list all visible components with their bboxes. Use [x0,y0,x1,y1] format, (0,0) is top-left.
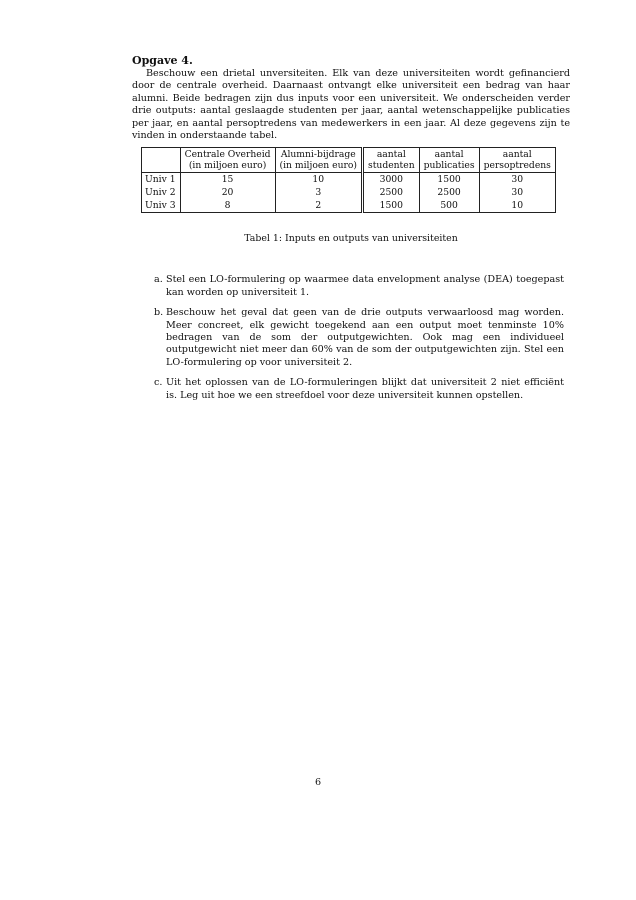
table-header-cell [479,148,555,173]
data-table [141,147,556,213]
question-text: Stel een LO-formulering op waarmee data envelopment analyse (DEA) toegepast kan worden op universiteit 1. [166,274,564,298]
table-cell: 20 [180,186,275,199]
question-item [154,307,570,369]
question-item [154,274,570,299]
table-cell: 2500 [363,186,420,199]
table-cell: 3000 [363,173,420,187]
table-row [142,199,556,213]
table-cell: 30 [479,186,555,199]
question-text: Uit het oplossen van de LO-formuleringen blijkt dat universiteit 2 niet efficiënt is. Leg uit hoe we een streefdoel voor deze universiteit kunnen opstellen. [166,377,564,401]
question-label: a. [154,274,163,286]
header-line: Centrale Overheid [184,149,271,161]
header-line: persoptredens [483,160,551,172]
header-line: (in miljoen euro) [188,160,267,172]
page-number: 6 [314,777,322,788]
question-item [154,377,570,402]
table-header-cell [275,148,362,173]
table-header-cell [142,148,181,173]
question-label: c. [154,377,163,389]
header-line: aantal [376,149,406,161]
table-cell: Univ 2 [145,187,176,199]
header-line: publicaties [423,160,475,172]
table-cell: 10 [479,199,555,213]
table-cell: 1500 [419,173,479,187]
table-header-row [142,148,556,173]
table-cell: 1500 [363,199,420,213]
table-cell: 15 [180,173,275,187]
table-cell: Univ 3 [145,200,176,212]
table-cell: 3 [275,186,362,199]
table-caption: Tabel 1: Inputs en outputs van universiteiten [244,233,458,245]
table-cell: 500 [419,199,479,213]
table-header-cell [363,148,420,173]
table-cell: Univ 1 [145,174,176,186]
table-row [142,186,556,199]
table-header-cell [419,148,479,173]
question-text: Beschouw het geval dat geen van de drie outputs verwaarloosd mag worden. Meer concreet, elk gewicht toegekend aan een output moet tenminste 10% bedragen van de som der outputgewichten. Ook mag een individueel outputgewicht niet meer dan 60% van de som der outputgewichten zijn. Stel een LO-formulering op voor universiteit 2. [166,307,564,368]
table-cell: 2 [275,199,362,213]
header-line: (in miljoen euro) [279,160,357,172]
exercise-heading: Opgave 4. [132,54,193,67]
question-list [132,274,570,402]
header-line: aantal [434,149,464,161]
table-row [142,173,556,187]
document-page [132,54,570,410]
table-header-cell [180,148,275,173]
header-line: aantal [502,149,532,161]
table-cell: 2500 [419,186,479,199]
exercise-intro: Beschouw een drietal unversiteiten. Elk van deze universiteiten wordt gefinancierd door de centrale overheid. Daarnaast ontvangt elke universiteit een bedrag van haar alumni. Beide bedragen zijn dus inputs voor een universiteit. We onderscheiden verder drie outputs: aantal geslaagde studenten per jaar, aantal wetenschappelijke publicaties per jaar, en aantal persoptredens van medewerkers in een jaar. Al deze gegevens zijn te vinden in onderstaande tabel. [132,68,570,142]
question-label: b. [154,307,164,319]
table-cell: 30 [479,173,555,187]
header-line: studenten [368,160,415,172]
table-cell: 8 [180,199,275,213]
table-cell: 10 [275,173,362,187]
header-line: Alumni-bijdrage [280,149,356,161]
